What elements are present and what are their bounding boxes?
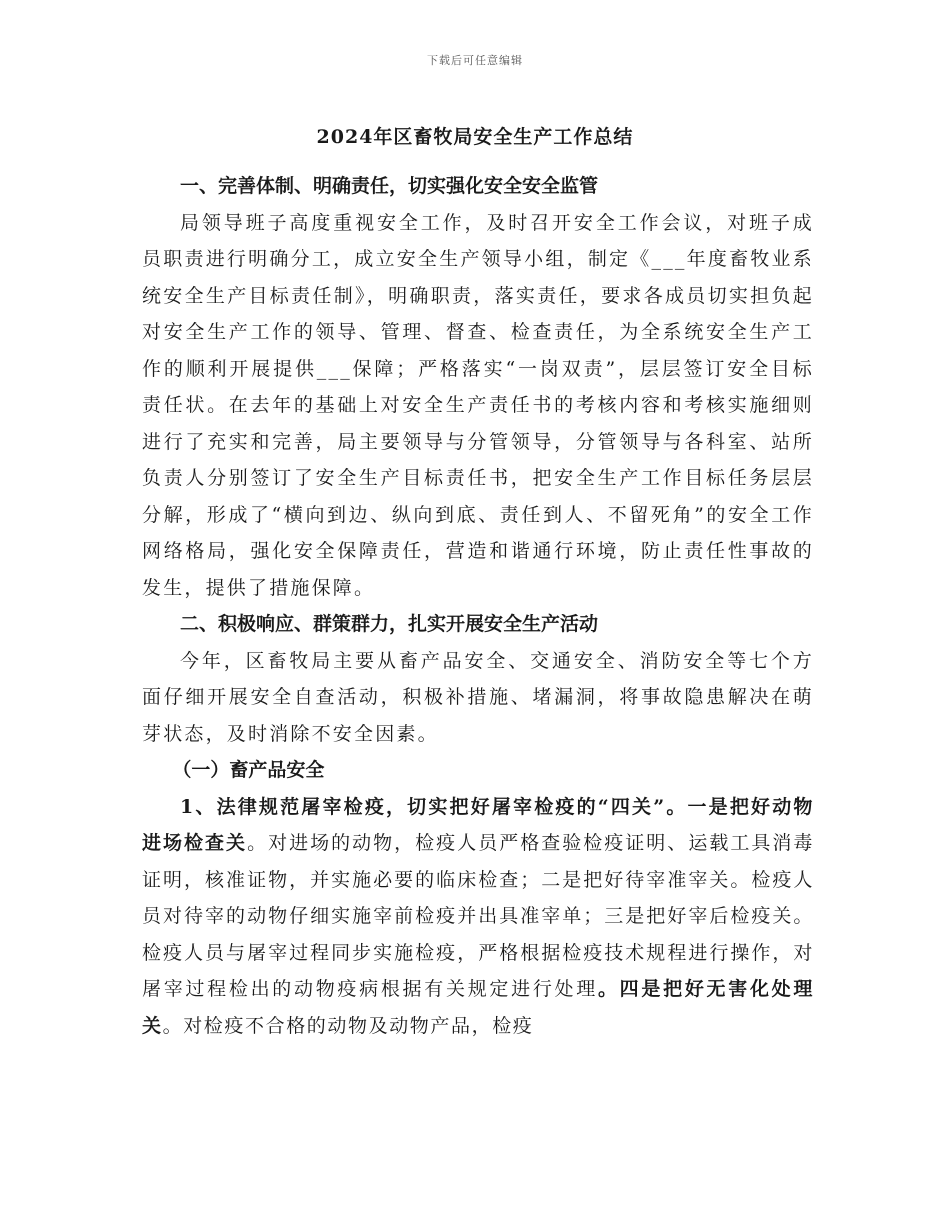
document-title: 2024年区畜牧局安全生产工作总结 <box>316 126 634 148</box>
subsection-1-item-1 <box>142 789 814 1045</box>
item-1-text-b: 。对检疫不合格的动物及动物产品，检疫 <box>162 1014 534 1037</box>
item-1-text-a: 。对进场的动物，检疫人员严格查验检疫证明、运载工具消毒证明，核准证物，并实施必要的临床检查；二是把好待宰准宰关。检疫人员对待宰的动物仔细实施宰前检疫并出具准宰单；三是把好宰后检疫关。检疫人员与屠宰过程同步实施检疫，严格根据检疫技术规程进行操作，对屠宰过程检出的动物疫病根据有关规定进行处理 <box>142 832 814 1000</box>
item-1-bold-lead: 1、法律规范屠宰检疫，切实把好屠宰检疫的“四关”。一是把好动物进场检查关 <box>142 795 814 854</box>
section-1-paragraph: 局领导班子高度重视安全工作，及时召开安全工作会议，对班子成员职责进行明确分工，成立安全生产领导小组，制定《___年度畜牧业系统安全生产目标责任制》，明确职责，落实责任，要求各成员切实担负起对安全生产工作的领导、管理、督查、检查责任，为全系统安全生产工作的顺利开展提供___保障；严格落实“一岗双责”，层层签订安全目标责任状。在去年的基础上对安全生产责任书的考核内容和考核实施细则进行了充实和完善，局主要领导与分管领导，分管领导与各科室、站所负责人分别签订了安全生产目标责任书，把安全生产工作目标任务层层分解，形成了“横向到边、纵向到底、责任到人、不留死角”的安全工作网络格局，强化安全保障责任，营造和谐通行环境，防止责任性事故的发生，提供了措施保障。 <box>142 211 814 599</box>
section-2-paragraph: 今年，区畜牧局主要从畜产品安全、交通安全、消防安全等七个方面仔细开展安全自查活动，积极补措施、堵漏洞，将事故隐患解决在萌芽状态，及时消除不安全因素。 <box>142 649 814 745</box>
item-1-bold-mid: 。四是把好无害化处理关 <box>142 978 814 1037</box>
subsection-1-heading: （一）畜产品安全 <box>172 759 325 781</box>
section-2-heading: 二、积极响应、群策群力，扎实开展安全生产活动 <box>180 613 599 635</box>
section-1-heading: 一、完善体制、明确责任，切实强化安全安全监管 <box>180 175 599 197</box>
document-body <box>142 168 814 1044</box>
header-note: 下载后可任意编辑 <box>427 54 523 67</box>
